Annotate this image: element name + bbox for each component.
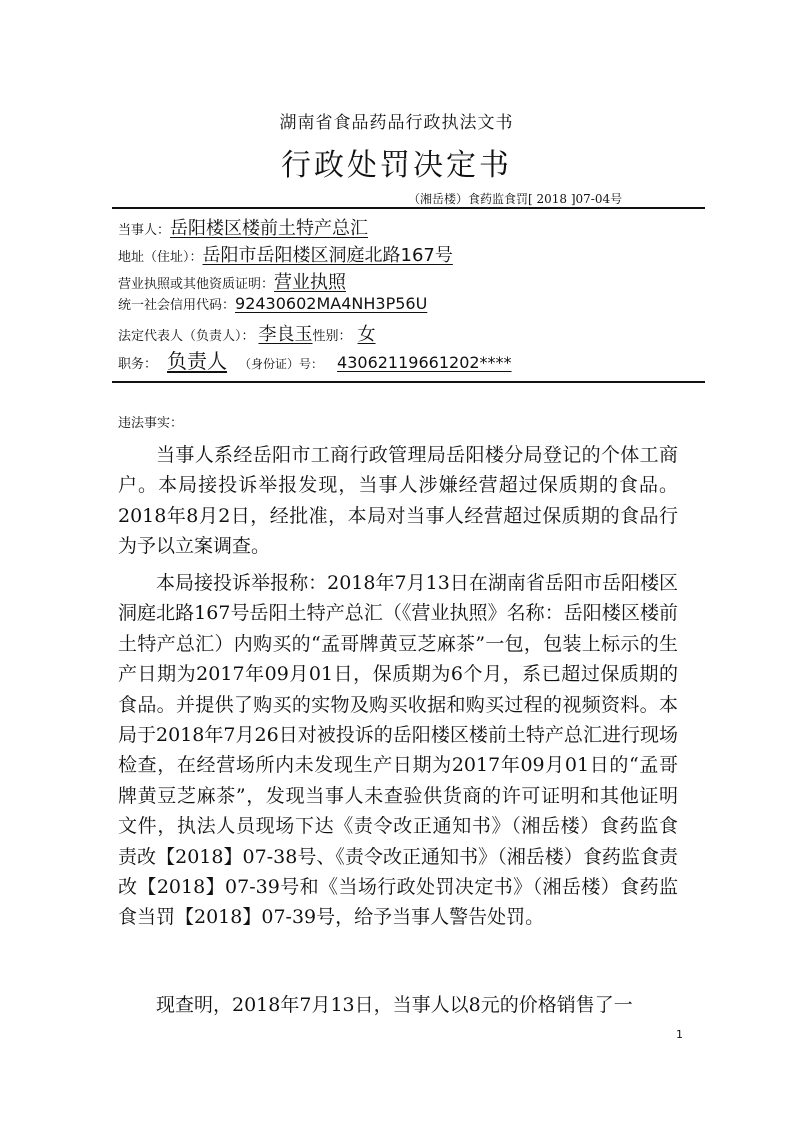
address-row [118,241,453,267]
document-number: （湘岳楼）食药监食罚[ 2018 ]07-04号 [408,192,623,206]
section-label-facts: 违法事实： [118,416,184,431]
position-value: 负责人 [167,349,228,373]
address-label: 地址（住址）： [118,250,203,265]
license-value: 营业执照 [274,272,347,293]
party-row [118,214,368,240]
credit-code-value: 92430602MA4NH3P56U [235,294,428,313]
top-divider [112,207,705,209]
credit-code-row [118,294,427,313]
document-org-title: 湖南省食品药品行政执法文书 [279,113,514,133]
fact-paragraph: 当事人系经岳阳市工商行政管理局岳阳楼分局登记的个体工商户。本局接投诉举报发现，当事人涉嫌经营超过保质期的食品。2018年8月2日，经批准，本局对当事人经营超过保质期的食品行为予以立案调查。 [118,444,678,558]
credit-code-label: 统一社会信用代码： [118,298,236,313]
gender-label: 性别： [312,329,352,344]
party-name: 岳阳楼区楼前土特产总汇 [170,218,369,239]
gender-value: 女 [357,324,376,345]
party-label: 当事人： [118,223,171,238]
license-label: 营业执照或其他资质证明： [118,277,275,292]
id-number: 43062119661202**** [337,353,512,372]
license-row [118,268,346,294]
position-label: 职务： [118,357,158,372]
document-title: 行政处罚决定书 [281,148,512,183]
fact-paragraph: 本局接投诉举报称：2018年7月13日在湖南省岳阳市岳阳楼区洞庭北路167号岳阳土特产总汇（《营业执照》名称：岳阳楼区楼前土特产总汇）内购买的“孟哥牌黄豆芝麻茶”一包，包装上标示的生产日期为2017年09月01日，保质期为6个月，系已超过保质期的食品。并提供了购买的实物及购买收据和购买过程的视频资料。本局于2018年7月26日对被投诉的岳阳楼区楼前土特产总汇进行现场检查，在经营场所内未发现生产日期为2017年09月01日的“孟哥牌黄豆芝麻茶”，发现当事人未查验供货商的许可证明和其他证明文件，执法人员现场下达《责令改正通知书》（湘岳楼）食药监食责改【2018】07-38号、《责令改正通知书》（湘岳楼）食药监食责改【2018】07-39号和《当场行政处罚决定书》（湘岳楼）食药监食当罚【2018】07-39号，给予当事人警告处罚。 [118,572,678,929]
position-row [118,345,512,374]
fact-paragraph: 现查明，2018年7月13日，当事人以8元的价格销售了一 [156,994,633,1016]
address-value: 岳阳市岳阳楼区洞庭北路167号 [202,245,453,266]
representative-row [118,320,376,346]
page-number: 1 [676,1028,683,1041]
representative-label: 法定代表人（负责人）： [118,329,255,344]
bottom-divider [112,381,705,383]
representative-value: 李良玉 [258,324,313,345]
id-label: （身份证）号： [239,357,324,371]
